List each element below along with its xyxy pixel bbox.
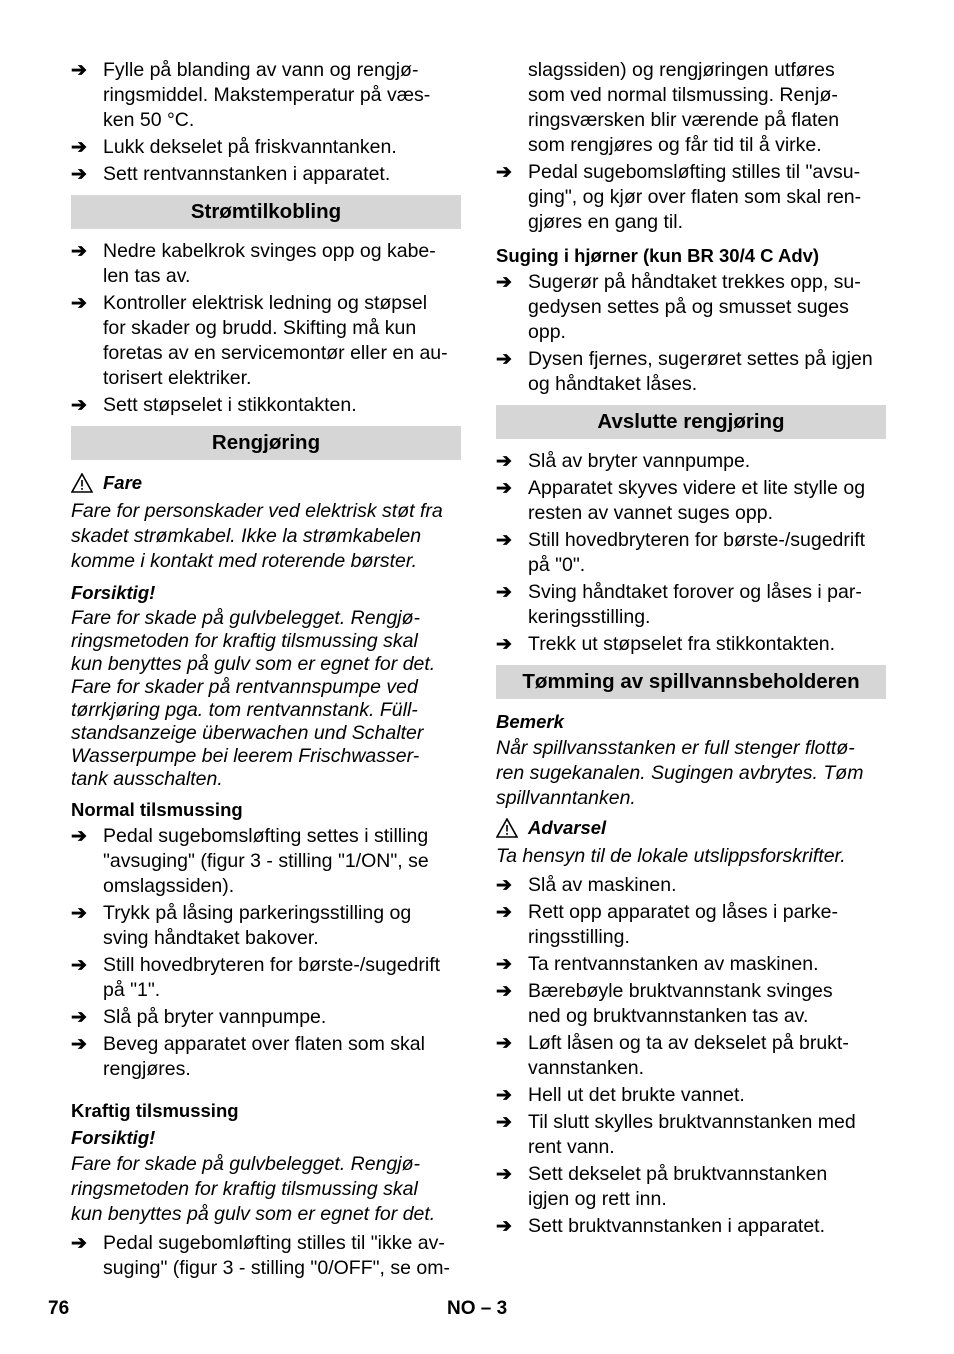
warning-triangle-icon <box>71 473 93 493</box>
list-item: ➔ Apparatet skyves videre et lite stylle og resten av vannet suges opp. <box>496 477 866 524</box>
arrow-right-icon: ➔ <box>496 478 512 499</box>
list-item: ➔ Lukk dekselet på friskvanntanken. <box>71 136 397 158</box>
warning-notice <box>496 815 886 840</box>
arrow-right-icon: ➔ <box>496 530 512 551</box>
list-item: ➔ Løft låsen og ta av dekselet på brukt- vannstanken. <box>496 1032 849 1079</box>
list-item: ➔ Slå av bryter vannpumpe. <box>496 450 751 472</box>
list-item: ➔ Sett bruktvannstanken i apparatet. <box>496 1215 826 1237</box>
arrow-right-icon: ➔ <box>71 137 87 158</box>
arrow-right-icon: ➔ <box>496 902 512 923</box>
arrow-right-icon: ➔ <box>71 955 87 976</box>
arrow-right-icon: ➔ <box>71 395 87 416</box>
list-item: ➔ Kontroller elektrisk ledning og støpsel for skader og brudd. Skifting må kun foretas av en servicemontør eller en au- torisert elektriker. <box>71 292 448 389</box>
danger-text: Fare for personskader ved elektrisk støt fra skadet strømkabel. Ikke la strømkabelen komme i kontakt med roterende børster. <box>71 500 443 572</box>
arrow-right-icon: ➔ <box>496 1033 512 1054</box>
section-heading-stromtilkobling: Strømtilkobling <box>71 195 461 229</box>
list-item: ➔ Pedal sugebomsløfting settes i stilling "avsuging" (figur 3 - stilling "1/ON", se omslagssiden). <box>71 825 429 897</box>
arrow-right-icon: ➔ <box>71 826 87 847</box>
list-item: ➔ Still hovedbryteren for børste-/sugedrift på "1". <box>71 954 441 1001</box>
arrow-right-icon: ➔ <box>496 162 512 183</box>
list-item: ➔ Sett dekselet på bruktvannstanken igjen og rett inn. <box>496 1163 828 1210</box>
list-item: ➔ Pedal sugebomløfting stilles til "ikke av- suging" (figur 3 - stilling "0/OFF", se om- <box>71 1232 450 1279</box>
language-page-label: NO – 3 <box>447 1298 508 1319</box>
arrow-right-icon: ➔ <box>71 241 87 262</box>
list-item: ➔ Sugerør på håndtaket trekkes opp, su- gedysen settes på og smusset suges opp. <box>496 271 861 343</box>
note-label: Bemerk <box>496 711 564 732</box>
subheading-kraftig: Kraftig tilsmussing <box>71 1100 239 1121</box>
arrow-right-icon: ➔ <box>496 272 512 293</box>
page-number: 76 <box>48 1298 70 1319</box>
continued-text: slagssiden) og rengjøringen utføres som ved normal tilsmussing. Renjø- ringsværsken blir værende på flaten som rengjøres og får tid til å virke. <box>528 59 840 156</box>
arrow-right-icon: ➔ <box>496 981 512 1002</box>
section-heading-rengjoring: Rengjøring <box>71 426 461 460</box>
list-item: ➔ Sett støpselet i stikkontakten. <box>71 394 357 416</box>
right-column <box>496 58 886 1241</box>
list-item: ➔ Trykk på låsing parkeringsstilling og sving håndtaket bakover. <box>71 902 412 949</box>
list-item: ➔ Rett opp apparatet og låses i parke- ringsstilling. <box>496 901 839 948</box>
arrow-right-icon: ➔ <box>496 1216 512 1237</box>
list-item: ➔ Slå av maskinen. <box>496 874 677 896</box>
list-item: ➔ Sett rentvannstanken i apparatet. <box>71 163 391 185</box>
list-item: ➔ Nedre kabelkrok svinges opp og kabe- len tas av. <box>71 240 436 287</box>
arrow-right-icon: ➔ <box>71 60 87 81</box>
list-item: ➔ Hell ut det brukte vannet. <box>496 1084 745 1106</box>
list-item: ➔ Pedal sugebomsløfting stilles til "avsu- ging", og kjør over flaten som skal ren- gjøres en gang til. <box>496 161 862 233</box>
list-item: ➔ Ta rentvannstanken av maskinen. <box>496 953 819 975</box>
list-item: ➔ Still hovedbryteren for børste-/sugedrift på "0". <box>496 529 866 576</box>
section-heading-avslutte: Avslutte rengjøring <box>496 405 886 439</box>
list-item: ➔ Beveg apparatet over flaten som skal rengjøres. <box>71 1033 425 1080</box>
caution-label: Forsiktig! <box>71 1127 156 1148</box>
arrow-right-icon: ➔ <box>71 293 87 314</box>
left-column <box>71 58 461 1283</box>
list-item: ➔ Slå på bryter vannpumpe. <box>71 1006 327 1028</box>
caution-text: Fare for skade på gulvbelegget. Rengjø- ringsmetoden for kraftig tilsmussing skal kun benyttes på gulv som er egnet for det. Fare for skader på rentvannspumpe ved tørrkjøring pga. tom rentvannstank. Füll- standsanzeige überwachen und Schalter Wasserpumpe bei leerem Frischwasser- tank ausschalten. <box>71 607 436 790</box>
warning-triangle-icon <box>496 818 518 838</box>
section-heading-tomming: Tømming av spillvannsbeholderen <box>496 665 886 699</box>
arrow-right-icon: ➔ <box>496 875 512 896</box>
danger-notice <box>71 470 461 495</box>
arrow-right-icon: ➔ <box>496 1164 512 1185</box>
note-text: Når spillvansstanken er full stenger flottø- ren sugekanalen. Sugingen avbrytes. Tøm spillvanntanken. <box>496 737 864 809</box>
list-item: ➔ Trekk ut støpselet fra stikkontakten. <box>496 633 836 655</box>
arrow-right-icon: ➔ <box>496 954 512 975</box>
arrow-right-icon: ➔ <box>71 1034 87 1055</box>
danger-label: Fare <box>103 472 143 493</box>
caution-label: Forsiktig! <box>71 582 156 603</box>
arrow-right-icon: ➔ <box>71 1233 87 1254</box>
list-item: ➔ Dysen fjernes, sugerøret settes på igjen og håndtaket låses. <box>496 348 873 395</box>
caution-text: Fare for skade på gulvbelegget. Rengjø- ringsmetoden for kraftig tilsmussing skal kun benyttes på gulv som er egnet for det. <box>71 1153 436 1225</box>
arrow-right-icon: ➔ <box>71 903 87 924</box>
list-item: ➔ Sving håndtaket forover og låses i par- keringsstilling. <box>496 581 862 628</box>
arrow-right-icon: ➔ <box>71 1007 87 1028</box>
arrow-right-icon: ➔ <box>496 634 512 655</box>
warning-label: Advarsel <box>528 817 607 838</box>
arrow-right-icon: ➔ <box>496 349 512 370</box>
arrow-right-icon: ➔ <box>496 451 512 472</box>
arrow-right-icon: ➔ <box>496 1112 512 1133</box>
list-item: ➔ Bærebøyle bruktvannstank svinges ned og bruktvannstanken tas av. <box>496 980 833 1027</box>
arrow-right-icon: ➔ <box>71 164 87 185</box>
arrow-right-icon: ➔ <box>496 582 512 603</box>
arrow-right-icon: ➔ <box>496 1085 512 1106</box>
list-item: ➔ Til slutt skylles bruktvannstanken med rent vann. <box>496 1111 856 1158</box>
subheading-normal: Normal tilsmussing <box>71 799 243 820</box>
subheading-hjorner: Suging i hjørner (kun BR 30/4 C Adv) <box>496 245 820 266</box>
warning-text: Ta hensyn til de lokale utslippsforskrifter. <box>496 845 846 867</box>
list-item: ➔ Fylle på blanding av vann og rengjø- ringsmiddel. Makstemperatur på væs- ken 50 °C. <box>71 59 431 131</box>
